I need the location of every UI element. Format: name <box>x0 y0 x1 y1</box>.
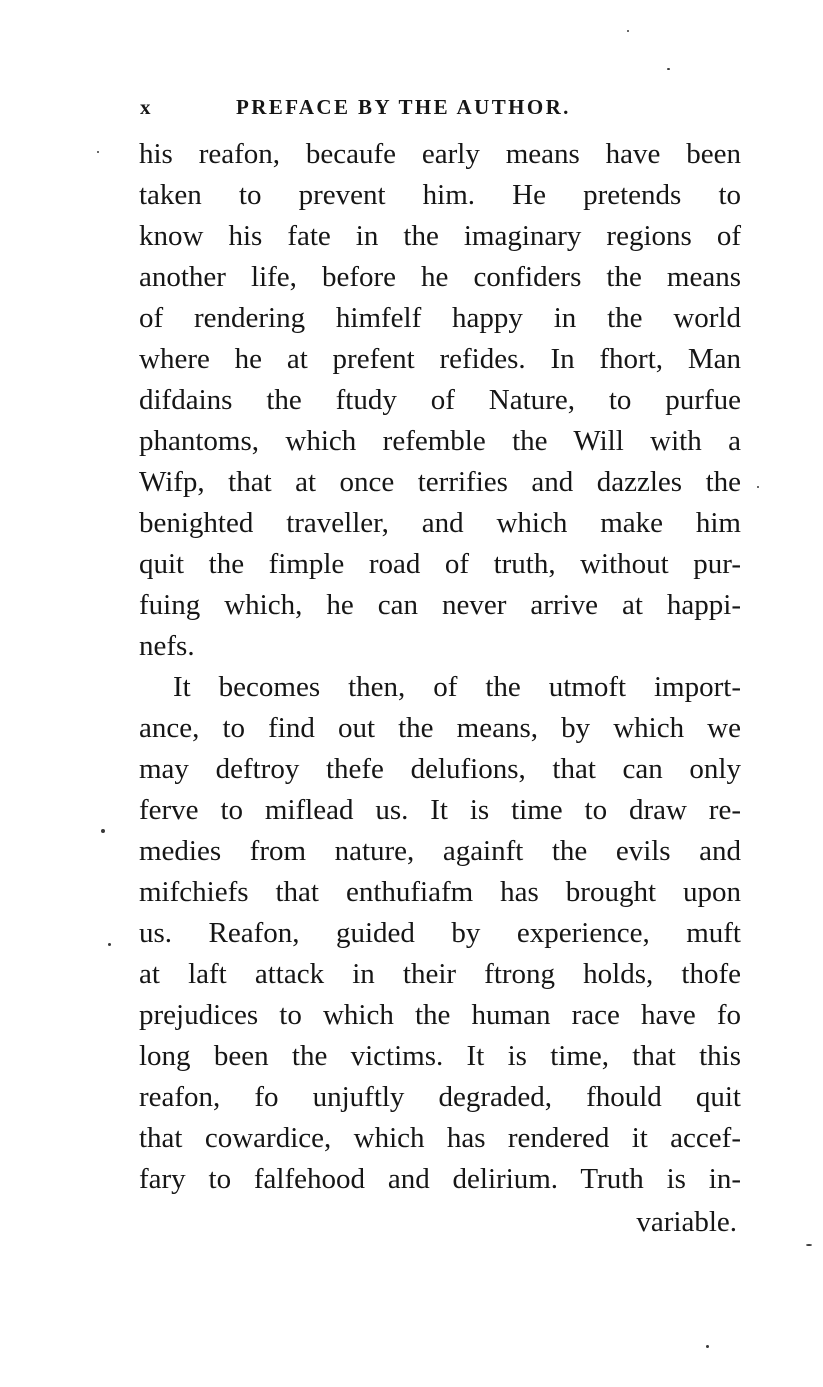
text-line: at laft attack in their ftrong holds, thofe <box>139 958 741 990</box>
text-line: of rendering himfelf happy in the world <box>139 302 741 334</box>
text-line: difdains the ftudy of Nature, to purfue <box>139 384 741 416</box>
print-speck <box>627 30 629 32</box>
paragraph <box>139 667 741 1200</box>
text-line: ance, to find out the means, by which we <box>139 712 741 744</box>
text-line: benighted traveller, and which make him <box>139 507 741 539</box>
print-speck <box>97 151 99 153</box>
text-line: quit the fimple road of truth, without pur- <box>139 548 741 580</box>
text-line: another life, before he confiders the means <box>139 261 741 293</box>
text-line: may deftroy thefe delufions, that can only <box>139 753 741 785</box>
print-speck <box>806 1244 812 1246</box>
text-line: It becomes then, of the utmoft import- <box>173 671 741 703</box>
text-line: know his fate in the imaginary regions of <box>139 220 741 252</box>
text-line: mifchiefs that enthufiafm has brought upon <box>139 876 741 908</box>
page-number: x <box>140 95 153 119</box>
text-line: fuing which, he can never arrive at happi- <box>139 589 741 621</box>
text-line: medies from nature, againft the evils and <box>139 835 741 867</box>
text-line: Wifp, that at once terrifies and dazzles the <box>139 466 741 498</box>
text-line: fary to falfehood and delirium. Truth is in- <box>139 1163 741 1195</box>
text-line: reafon, fo unjuftly degraded, fhould quit <box>139 1081 741 1113</box>
text-line: us. Reafon, guided by experience, muft <box>139 917 741 949</box>
text-line: taken to prevent him. He pretends to <box>139 179 741 211</box>
text-line: nefs. <box>139 630 195 662</box>
print-speck <box>101 829 105 833</box>
text-line: long been the victims. It is time, that this <box>139 1040 741 1072</box>
text-line: ferve to miflead us. It is time to draw re- <box>139 794 741 826</box>
running-head <box>140 92 740 122</box>
text-line: his reafon, becaufe early means have been <box>139 138 741 170</box>
paragraph <box>139 134 741 667</box>
body-text <box>139 134 741 1200</box>
print-speck <box>108 943 111 946</box>
text-line: that cowardice, which has rendered it accef- <box>139 1122 741 1154</box>
running-head-title: PREFACE BY THE AUTHOR. <box>236 95 571 119</box>
text-line: phantoms, which refemble the Will with a <box>139 425 741 457</box>
print-speck <box>757 486 759 488</box>
text-line: prejudices to which the human race have fo <box>139 999 741 1031</box>
print-speck <box>706 1345 709 1348</box>
print-speck <box>667 68 670 70</box>
catchword: variable. <box>636 1206 737 1238</box>
text-line: where he at prefent refides. In fhort, Man <box>139 343 741 375</box>
